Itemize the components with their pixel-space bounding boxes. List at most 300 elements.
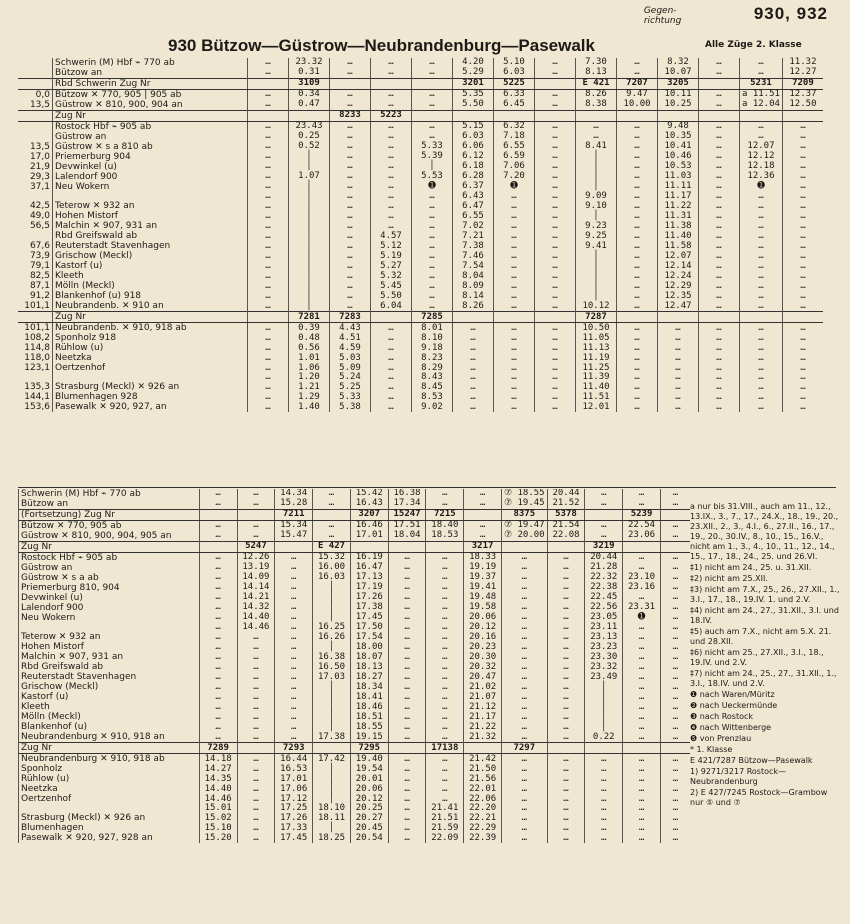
time-cell: 18.46 xyxy=(350,702,388,712)
table-row xyxy=(19,510,691,521)
time-cell: │ xyxy=(313,722,351,732)
station-cell: Schwerin (M) Hbf ⌁ 770 ab xyxy=(53,58,248,68)
table-row xyxy=(18,122,823,133)
time-cell: … xyxy=(313,531,351,542)
station-cell: Güstrow an xyxy=(19,563,200,573)
time-cell: … xyxy=(426,593,464,603)
table-numbers: 930, 932 xyxy=(753,4,828,23)
table-row xyxy=(18,79,823,90)
time-cell: 20.12 xyxy=(464,623,502,632)
time-cell xyxy=(330,79,371,90)
time-cell: … xyxy=(199,692,237,702)
table-row xyxy=(18,281,823,291)
time-cell xyxy=(660,510,690,521)
time-cell: … xyxy=(547,764,585,774)
time-cell: 22.32 xyxy=(585,573,623,583)
station-cell: Bützow an xyxy=(19,499,200,510)
time-cell: … xyxy=(453,373,494,382)
time-cell: 5.27 xyxy=(371,261,412,271)
time-cell: 7.38 xyxy=(453,241,494,251)
time-cell: … xyxy=(617,402,658,412)
time-cell: 5.53 xyxy=(412,172,453,182)
time-cell: … xyxy=(740,132,783,142)
time-cell: 10.11 xyxy=(658,90,699,101)
time-cell: E 427 xyxy=(313,542,351,553)
time-cell: … xyxy=(330,251,371,261)
time-cell: … xyxy=(248,221,289,231)
time-cell: … xyxy=(535,402,576,412)
time-cell: 1.06 xyxy=(289,363,330,373)
time-cell: 11.25 xyxy=(576,363,617,373)
time-cell: … xyxy=(494,241,535,251)
time-cell: … xyxy=(782,211,823,221)
time-cell: … xyxy=(617,301,658,312)
time-cell: … xyxy=(617,142,658,152)
time-cell: 7285 xyxy=(412,312,453,323)
time-cell: 11.38 xyxy=(658,221,699,231)
time-cell: … xyxy=(453,382,494,392)
time-cell: … xyxy=(199,603,237,613)
time-cell: … xyxy=(199,682,237,692)
time-cell: … xyxy=(426,702,464,712)
time-cell: … xyxy=(494,343,535,353)
time-cell: 21.52 xyxy=(547,499,585,510)
time-cell: … xyxy=(330,192,371,201)
time-cell: │ xyxy=(313,603,351,613)
time-cell xyxy=(313,510,351,521)
time-cell: … xyxy=(547,692,585,702)
upper-timetable xyxy=(18,58,836,412)
time-cell: … xyxy=(699,231,740,241)
table-row xyxy=(18,261,823,271)
time-cell: 5.33 xyxy=(412,142,453,152)
time-cell: 12.26 xyxy=(237,553,275,564)
time-cell: … xyxy=(617,122,658,133)
time-cell: │ xyxy=(313,692,351,702)
time-cell: 17.45 xyxy=(275,833,313,843)
time-cell xyxy=(658,312,699,323)
time-cell: 7211 xyxy=(275,510,313,521)
time-cell: │ xyxy=(289,231,330,241)
table-row xyxy=(18,111,823,122)
time-cell: … xyxy=(412,100,453,111)
station-cell: Teterow ✕ 932 an xyxy=(53,201,248,211)
time-cell: … xyxy=(547,583,585,593)
table-row xyxy=(19,642,691,652)
table-row xyxy=(18,312,823,323)
time-cell: 16.53 xyxy=(275,764,313,774)
time-cell: ➊ xyxy=(494,182,535,192)
time-cell: … xyxy=(426,784,464,794)
time-cell: … xyxy=(494,291,535,301)
time-cell: … xyxy=(388,623,426,632)
station-cell: Mölln (Meckl) xyxy=(19,712,200,722)
time-cell: … xyxy=(585,764,623,774)
station-cell: Bützow ✕ 770, 905 ab xyxy=(19,521,200,532)
footnote-item: ‡3) nicht am 7.X., 25., 26., 27.XII., 1., 3.I., 17., 18., 19.IV. 1. und 2.V. xyxy=(690,585,840,604)
page-title: 930 Bützow—Güstrow—Neubrandenburg—Pasewalk xyxy=(168,36,595,55)
time-cell: … xyxy=(502,573,548,583)
time-cell: 20.47 xyxy=(464,672,502,682)
time-cell: … xyxy=(248,100,289,111)
time-cell: 12.36 xyxy=(740,172,783,182)
station-cell: Blumenhagen xyxy=(19,823,200,833)
time-cell: … xyxy=(199,531,237,542)
time-cell: … xyxy=(237,531,275,542)
time-cell: … xyxy=(547,662,585,672)
time-cell: … xyxy=(547,553,585,564)
time-cell: … xyxy=(660,531,690,542)
time-cell: … xyxy=(740,281,783,291)
time-cell: 16.50 xyxy=(313,662,351,672)
time-cell: 0.52 xyxy=(289,142,330,152)
time-cell: 20.25 xyxy=(350,804,388,813)
station-cell: Priemerburg 904 xyxy=(53,152,248,162)
km-cell: 91,2 xyxy=(29,291,50,302)
time-cell: │ xyxy=(412,162,453,172)
time-cell: 7.30 xyxy=(576,58,617,68)
time-cell xyxy=(740,312,783,323)
time-cell: … xyxy=(623,632,661,642)
station-cell: Strasburg (Meckl) ✕ 926 an xyxy=(19,813,200,823)
km-cell: 67,6 xyxy=(29,241,50,252)
km-cell: 49,0 xyxy=(29,211,50,222)
table-row xyxy=(18,192,823,201)
station-cell: Güstrow ✕ 810, 900, 904, 905 an xyxy=(19,531,200,542)
time-cell: 11.22 xyxy=(658,201,699,211)
time-cell: … xyxy=(412,192,453,201)
time-cell: │ xyxy=(576,281,617,291)
time-cell: 11.17 xyxy=(658,192,699,201)
time-cell: … xyxy=(623,722,661,732)
time-cell: … xyxy=(535,90,576,101)
time-cell: … xyxy=(237,804,275,813)
time-cell: … xyxy=(782,172,823,182)
time-cell: … xyxy=(248,343,289,353)
time-cell: 17.26 xyxy=(275,813,313,823)
time-cell: … xyxy=(248,192,289,201)
time-cell: 10.46 xyxy=(658,152,699,162)
time-cell: 23.49 xyxy=(585,672,623,682)
time-cell: … xyxy=(502,652,548,662)
time-cell: 11.19 xyxy=(576,353,617,363)
time-cell: … xyxy=(199,732,237,743)
time-cell xyxy=(388,743,426,754)
time-cell: 15247 xyxy=(388,510,426,521)
time-cell: … xyxy=(535,68,576,79)
time-cell: 22.20 xyxy=(464,804,502,813)
time-cell: 20.06 xyxy=(350,784,388,794)
footnote-item: ❶ nach Waren/Müritz xyxy=(690,690,775,699)
time-cell: 5.10 xyxy=(494,58,535,68)
time-cell: 15.28 xyxy=(275,499,313,510)
time-cell: … xyxy=(782,343,823,353)
time-cell: 1.29 xyxy=(289,392,330,402)
table-row xyxy=(18,90,823,101)
time-cell: 15.02 xyxy=(199,813,237,823)
time-cell: 8.26 xyxy=(576,90,617,101)
time-cell: … xyxy=(699,58,740,68)
table-row xyxy=(19,692,691,702)
time-cell: 17.54 xyxy=(350,632,388,642)
station-cell: Kleeth xyxy=(53,271,248,281)
time-cell: 11.11 xyxy=(658,182,699,192)
time-cell: 22.29 xyxy=(464,823,502,833)
time-cell: 14.40 xyxy=(199,784,237,794)
time-cell: 17.38 xyxy=(313,732,351,743)
time-cell: … xyxy=(740,261,783,271)
time-cell: … xyxy=(371,68,412,79)
time-cell: … xyxy=(412,281,453,291)
time-cell: 16.44 xyxy=(275,754,313,765)
time-cell: 5.32 xyxy=(371,271,412,281)
time-cell: … xyxy=(237,672,275,682)
time-cell: … xyxy=(547,642,585,652)
time-cell: … xyxy=(371,382,412,392)
time-cell: … xyxy=(617,251,658,261)
time-cell xyxy=(623,743,661,754)
time-cell: 14.21 xyxy=(237,593,275,603)
time-cell: … xyxy=(330,281,371,291)
table-row xyxy=(18,251,823,261)
class-note: Alle Züge 2. Klasse xyxy=(705,40,802,50)
time-cell: … xyxy=(547,573,585,583)
time-cell: … xyxy=(782,122,823,133)
time-cell: … xyxy=(740,251,783,261)
station-cell: Neu Wokern xyxy=(53,182,248,192)
station-cell: Priemerburg 810, 904 xyxy=(19,583,200,593)
time-cell: 5.24 xyxy=(330,373,371,382)
time-cell: … xyxy=(248,231,289,241)
km-cell: 79,1 xyxy=(29,261,50,272)
time-cell: … xyxy=(699,192,740,201)
time-cell: … xyxy=(617,211,658,221)
time-cell: … xyxy=(494,271,535,281)
time-cell: … xyxy=(658,402,699,412)
time-cell: 14.14 xyxy=(237,583,275,593)
time-cell: … xyxy=(237,774,275,784)
time-cell: … xyxy=(576,132,617,142)
time-cell: 5.39 xyxy=(412,152,453,162)
time-cell: … xyxy=(535,392,576,402)
station-cell: Pasewalk ✕ 920, 927, 928 an xyxy=(19,833,200,843)
time-cell: … xyxy=(275,553,313,564)
time-cell: … xyxy=(740,291,783,301)
time-cell: … xyxy=(426,642,464,652)
km-cell xyxy=(18,312,53,323)
time-cell: 9.09 xyxy=(576,192,617,201)
time-cell: … xyxy=(371,333,412,343)
time-cell: 18.41 xyxy=(350,692,388,702)
time-cell: … xyxy=(371,132,412,142)
time-cell: … xyxy=(658,343,699,353)
time-cell: … xyxy=(248,333,289,343)
time-cell: … xyxy=(412,261,453,271)
time-cell: … xyxy=(660,712,690,722)
time-cell: … xyxy=(502,632,548,642)
time-cell: … xyxy=(388,754,426,765)
time-cell: 16.38 xyxy=(313,652,351,662)
footnote-item: ‡5) auch am 7.X., nicht am 5.X. 21. und 28.XII. xyxy=(690,627,832,646)
time-cell: … xyxy=(660,672,690,682)
time-cell: … xyxy=(623,712,661,722)
time-cell: … xyxy=(248,301,289,312)
time-cell: 3217 xyxy=(464,542,502,553)
time-cell: … xyxy=(330,172,371,182)
time-cell: … xyxy=(547,593,585,603)
station-cell: Kleeth xyxy=(19,702,200,712)
station-cell: Malchin ✕ 907, 931 an xyxy=(53,221,248,231)
time-cell: … xyxy=(535,271,576,281)
time-cell: 15.32 xyxy=(313,553,351,564)
time-cell: │ xyxy=(313,712,351,722)
time-cell: │ xyxy=(585,702,623,712)
time-cell: 11.39 xyxy=(576,373,617,382)
km-cell xyxy=(18,192,53,201)
time-cell: … xyxy=(388,712,426,722)
time-cell: 14.40 xyxy=(237,613,275,623)
time-cell: … xyxy=(371,323,412,334)
time-cell: … xyxy=(660,682,690,692)
time-cell: … xyxy=(237,732,275,743)
time-cell: … xyxy=(699,241,740,251)
footnote-item: ‡1) nicht am 24., 25. u. 31.XII. xyxy=(690,563,812,572)
time-cell: 16.47 xyxy=(350,563,388,573)
time-cell: … xyxy=(388,603,426,613)
upper-table xyxy=(18,58,823,412)
time-cell: 7293 xyxy=(275,743,313,754)
time-cell: … xyxy=(199,722,237,732)
time-cell: 7.54 xyxy=(453,261,494,271)
time-cell: 7283 xyxy=(330,312,371,323)
time-cell: … xyxy=(740,363,783,373)
time-cell: 6.37 xyxy=(453,182,494,192)
table-row xyxy=(19,542,691,553)
table-row xyxy=(19,764,691,774)
time-cell: … xyxy=(371,122,412,133)
time-cell: 8233 xyxy=(330,111,371,122)
time-cell: … xyxy=(371,353,412,363)
time-cell: … xyxy=(199,593,237,603)
time-cell: … xyxy=(658,373,699,382)
time-cell: … xyxy=(585,489,623,499)
time-cell: … xyxy=(199,672,237,682)
time-cell xyxy=(617,111,658,122)
time-cell xyxy=(535,79,576,90)
time-cell: 6.47 xyxy=(453,201,494,211)
time-cell: … xyxy=(547,813,585,823)
time-cell: 12.14 xyxy=(658,261,699,271)
time-cell: … xyxy=(248,211,289,221)
time-cell: … xyxy=(426,563,464,573)
time-cell: … xyxy=(782,271,823,281)
time-cell: 19.41 xyxy=(464,583,502,593)
time-cell: … xyxy=(248,271,289,281)
time-cell: ➊ xyxy=(740,182,783,192)
time-cell: … xyxy=(782,142,823,152)
time-cell: … xyxy=(782,241,823,251)
time-cell: … xyxy=(502,553,548,564)
time-cell: … xyxy=(623,489,661,499)
time-cell: 1.01 xyxy=(289,353,330,363)
time-cell: 11.03 xyxy=(658,172,699,182)
time-cell: 19.15 xyxy=(350,732,388,743)
time-cell: … xyxy=(371,221,412,231)
time-cell: … xyxy=(426,583,464,593)
km-cell: 56,5 xyxy=(29,221,50,232)
time-cell: … xyxy=(275,682,313,692)
time-cell: │ xyxy=(289,152,330,162)
time-cell: │ xyxy=(576,261,617,271)
time-cell: … xyxy=(371,100,412,111)
time-cell: 23.05 xyxy=(585,613,623,623)
time-cell: … xyxy=(699,363,740,373)
time-cell: … xyxy=(623,672,661,682)
time-cell: … xyxy=(330,122,371,133)
time-cell: … xyxy=(248,58,289,68)
time-cell: … xyxy=(617,353,658,363)
table-row xyxy=(19,489,691,499)
time-cell: 8.10 xyxy=(412,333,453,343)
time-cell: 18.53 xyxy=(426,531,464,542)
time-cell: 14.18 xyxy=(199,754,237,765)
footnote-item: ‡2) nicht am 25.XII. xyxy=(690,574,768,583)
time-cell: … xyxy=(740,221,783,231)
footnote-item: ❸ nach Rostock xyxy=(690,712,754,721)
time-cell: 12.29 xyxy=(658,281,699,291)
time-cell: 19.37 xyxy=(464,573,502,583)
time-cell: 21.22 xyxy=(464,722,502,732)
table-row xyxy=(18,100,823,111)
time-cell: … xyxy=(740,231,783,241)
time-cell: … xyxy=(426,573,464,583)
time-cell: 22.54 xyxy=(623,521,661,532)
time-cell: 12.37 xyxy=(782,90,823,101)
time-cell: 21.59 xyxy=(426,823,464,833)
time-cell: 1.20 xyxy=(289,373,330,382)
time-cell: 3201 xyxy=(453,79,494,90)
time-cell: … xyxy=(617,333,658,343)
time-cell: … xyxy=(699,402,740,412)
footnote-item: * 1. Klasse xyxy=(690,745,733,754)
km-cell: 87,1 xyxy=(29,281,50,292)
time-cell: … xyxy=(623,623,661,632)
time-cell: … xyxy=(248,323,289,334)
time-cell xyxy=(502,542,548,553)
time-cell: … xyxy=(547,563,585,573)
time-cell: … xyxy=(585,813,623,823)
time-cell: … xyxy=(412,241,453,251)
time-cell: … xyxy=(547,754,585,765)
time-cell xyxy=(535,312,576,323)
time-cell: … xyxy=(623,813,661,823)
time-cell: 9.48 xyxy=(658,122,699,133)
time-cell: 17.45 xyxy=(350,613,388,623)
table-row xyxy=(18,323,823,334)
time-cell: 5239 xyxy=(623,510,661,521)
km-cell: 118,0 xyxy=(24,353,50,364)
time-cell: … xyxy=(388,642,426,652)
time-cell: … xyxy=(623,833,661,843)
table-row xyxy=(19,833,691,843)
time-cell: … xyxy=(782,201,823,211)
time-cell xyxy=(412,111,453,122)
time-cell: … xyxy=(502,583,548,593)
time-cell: 12.27 xyxy=(782,68,823,79)
station-cell: (Fortsetzung) Zug Nr xyxy=(19,510,200,521)
time-cell: … xyxy=(660,642,690,652)
time-cell: … xyxy=(412,301,453,312)
